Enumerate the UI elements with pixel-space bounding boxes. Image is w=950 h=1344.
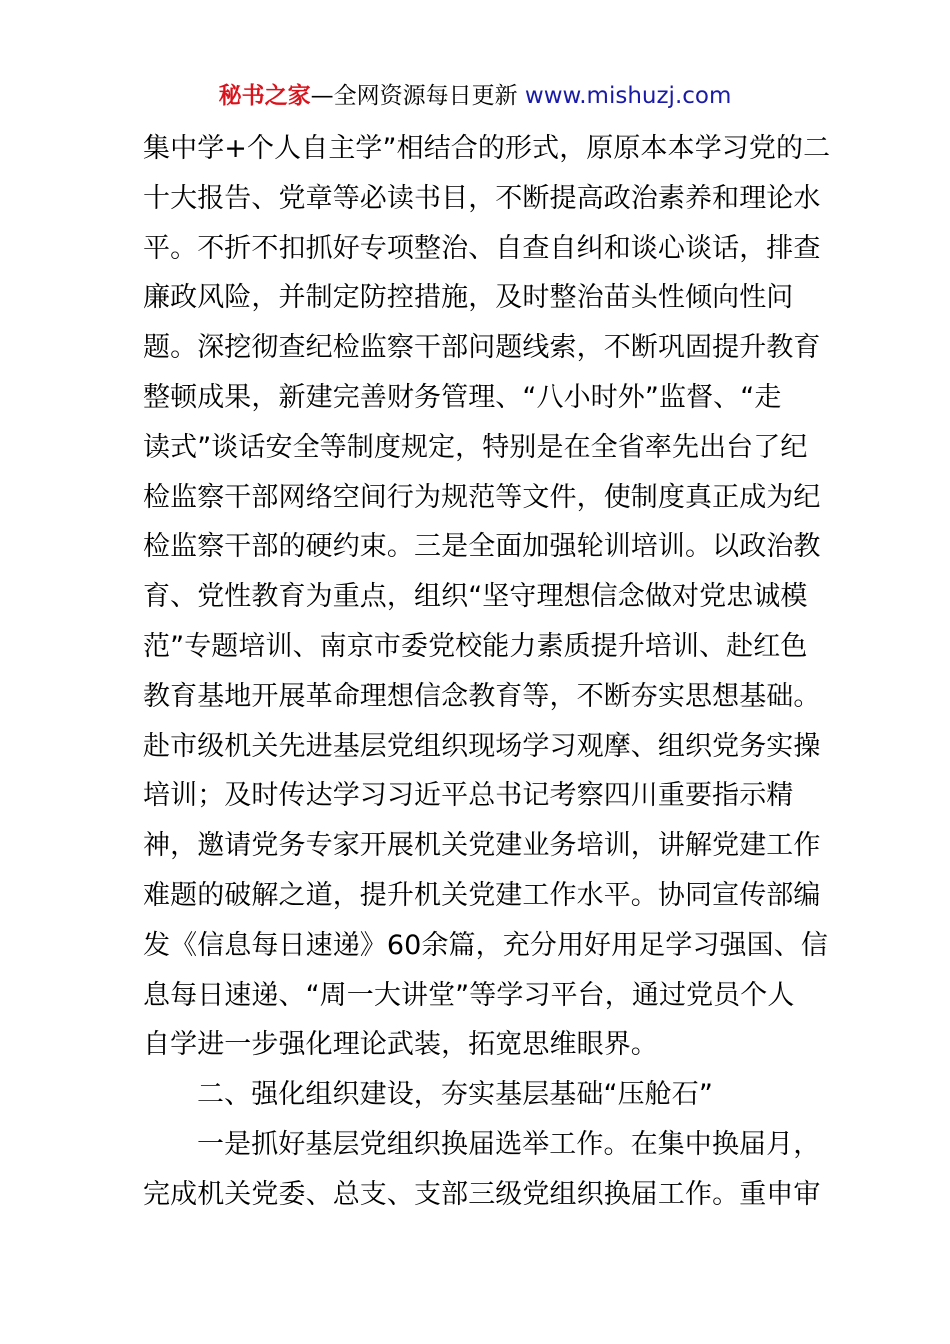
section-heading: 二、强化组织建设，夯实基层基础“压舱石” <box>197 1079 713 1111</box>
text-line: 自学进一步强化理论武装，拓宽思维眼界。 <box>143 1029 658 1061</box>
text-line: 范”专题培训、南京市委党校能力素质提升培训、赴红色 <box>143 630 808 662</box>
page-header <box>0 80 950 112</box>
text-line: 题。深挖彻查纪检监察干部问题线索，不断巩固提升教育 <box>143 332 821 364</box>
text-line: 集中学+个人自主学”相结合的形式，原原本本学习党的二 <box>143 133 831 164</box>
text-line: 读式”谈话安全等制度规定，特别是在全省率先出台了纪 <box>143 431 808 463</box>
header-slogan: —全网资源每日更新 <box>310 83 518 109</box>
text-line: 育、党性教育为重点，组织“坚守理想信念做对党忠诚模 <box>143 581 808 613</box>
text-line: 一是抓好基层党组织换届选举工作。在集中换届月， <box>197 1128 821 1160</box>
text-line: 发《信息每日速递》60余篇，充分用好用足学习强国、信 <box>143 929 828 961</box>
text-line: 检监察干部网络空间行为规范等文件，使制度真正成为纪 <box>143 481 821 513</box>
text-line: 难题的破解之道，提升机关党建工作水平。协同宣传部编 <box>143 879 821 911</box>
text-line: 廉政风险，并制定防控措施，及时整治苗头性倾向性问 <box>143 282 794 314</box>
text-line: 检监察干部的硬约束。三是全面加强轮训培训。以政治教 <box>143 531 821 563</box>
site-url-link[interactable]: www.mishuzj.com <box>524 83 732 109</box>
text-line: 赴市级机关先进基层党组织现场学习观摩、组织党务实操 <box>143 730 821 762</box>
text-line: 神，邀请党务专家开展机关党建业务培训，讲解党建工作 <box>143 830 821 862</box>
brand-name: 秘书之家 <box>218 83 311 109</box>
text-line: 整顿成果，新建完善财务管理、“八小时外”监督、“走 <box>143 381 782 413</box>
text-line: 息每日速递、“周一大讲堂”等学习平台，通过党员个人 <box>143 979 795 1011</box>
text-line: 完成机关党委、总支、支部三级党组织换届工作。重申审 <box>143 1178 821 1210</box>
text-line: 培训；及时传达学习习近平总书记考察四川重要指示精 <box>143 780 794 812</box>
text-line: 平。不折不扣抓好专项整治、自查自纠和谈心谈话，排查 <box>143 232 821 264</box>
document-body <box>143 124 831 1220</box>
text-line: 十大报告、党章等必读书目，不断提高政治素养和理论水 <box>143 182 821 214</box>
text-line: 教育基地开展革命理想信念教育等，不断夯实思想基础。 <box>143 680 821 712</box>
